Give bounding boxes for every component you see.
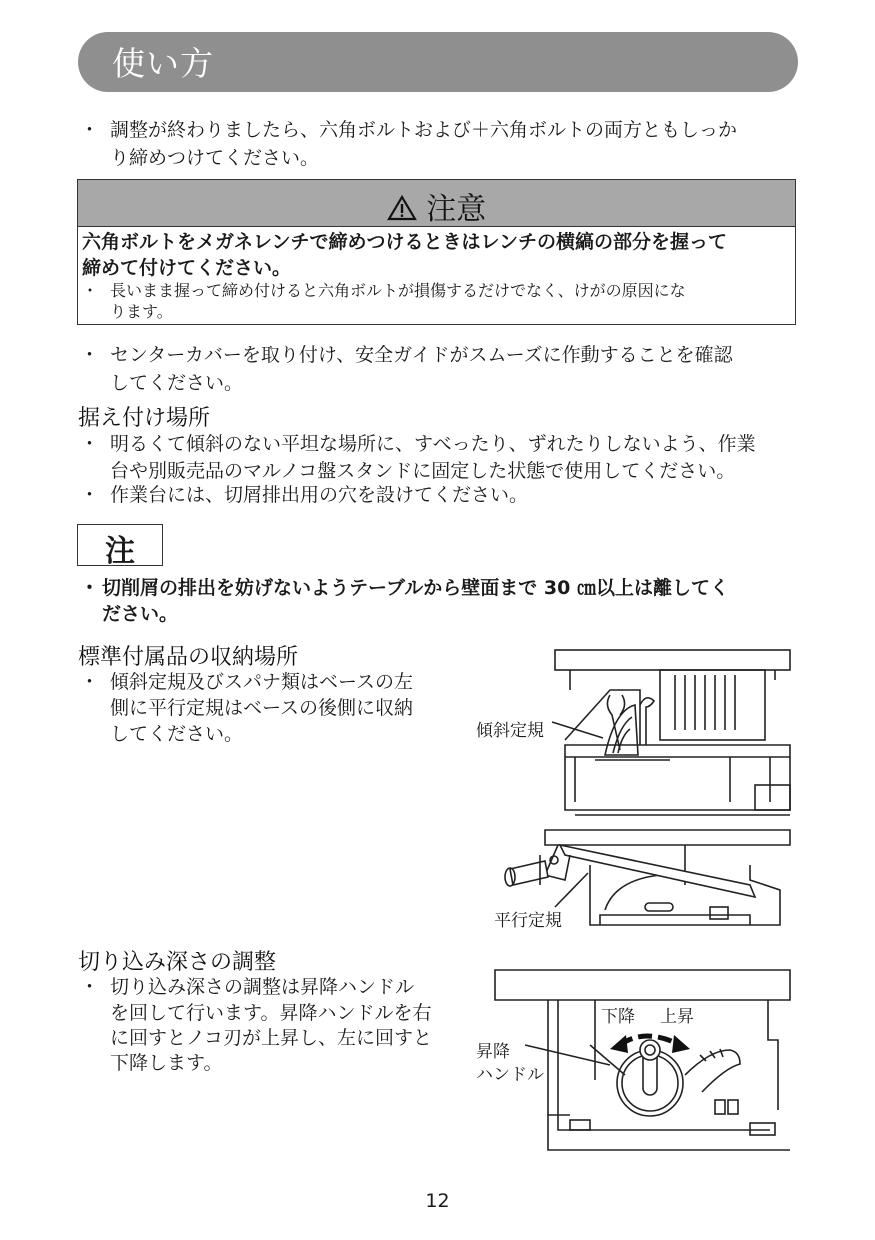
intro-bullet (80, 117, 800, 171)
caution-note-bullet: ・ (82, 281, 99, 300)
intro-line-1: 調整が終わりましたら、六角ボルトおよび＋六角ボルトの両方ともしっか (110, 119, 738, 141)
installation-title: 据え付け場所 (78, 406, 211, 431)
note-line-2: ださい。 (102, 603, 179, 625)
storage-bullet (80, 669, 480, 749)
installation-line-2: 台や別販売品のマルノコ盤スタンドに固定した状態で使用してください。 (110, 460, 736, 482)
bullet-mark: ・ (80, 484, 100, 506)
label-up: 上昇 (660, 1007, 694, 1027)
caution-note-line-1: 長いまま握って締め付けると六角ボルトが損傷するだけでなく、けがの原因にな (110, 281, 686, 300)
installation-line-1: 明るくて傾斜のない平坦な場所に、すべったり、ずれたりしないよう、作業 (110, 433, 756, 455)
label-bevel-ruler: 傾斜定規 (476, 721, 544, 741)
storage-illustration (470, 645, 800, 935)
center-cover-bullet (80, 342, 800, 396)
storage-line-2: 側に平行定規はベースの後側に収納 (110, 697, 414, 719)
installation-bullet-1 (80, 431, 800, 485)
note-label: 注 (105, 534, 135, 569)
depth-line-2: を回して行います。昇降ハンドルを右 (110, 1002, 432, 1024)
caution-note-line-2: ります。 (110, 302, 173, 321)
storage-line-1: 傾斜定規及びスパナ類はベースの左 (110, 671, 414, 693)
warning-triangle-icon (387, 195, 417, 221)
intro-line-2: り締めつけてください。 (110, 147, 320, 169)
depth-line-3: に回すとノコ刃が上昇し、左に回すと (110, 1027, 433, 1049)
depth-line-4: 下降します。 (110, 1052, 223, 1074)
page-number: 12 (425, 1190, 450, 1212)
installation-bullet-2-text: 作業台には、切屑排出用の穴を設けてください。 (110, 484, 529, 506)
storage-line-3: してください。 (110, 723, 244, 745)
installation-bullet-2 (80, 482, 800, 510)
bullet-mark: ・ (80, 119, 100, 141)
label-down: 下降 (601, 1007, 635, 1027)
caution-box (77, 179, 796, 325)
note-bullet-mark: ・ (80, 577, 100, 599)
bullet-mark: ・ (80, 976, 100, 998)
label-handle-2: ハンドル (476, 1065, 544, 1085)
bullet-mark: ・ (80, 671, 100, 693)
storage-title: 標準付属品の収納場所 (78, 645, 299, 670)
label-handle-1: 昇降 (476, 1042, 510, 1062)
bullet-mark: ・ (80, 433, 100, 455)
note-line-1: 切削屑の排出を妨げないようテーブルから壁面まで 30 ㎝以上は離してく (102, 577, 729, 599)
caution-header (78, 180, 795, 227)
depth-bullet (80, 974, 480, 1082)
note-box (77, 524, 163, 569)
depth-line-1: 切り込み深さの調整は昇降ハンドル (110, 976, 415, 998)
page-title: 使い方 (112, 44, 214, 83)
center-cover-line-2: してください。 (110, 372, 244, 394)
caution-bold-line-2: 締めて付けてください。 (82, 257, 292, 279)
bullet-mark: ・ (80, 344, 100, 366)
label-parallel-ruler: 平行定規 (494, 911, 562, 931)
depth-title: 切り込み深さの調整 (78, 950, 277, 975)
center-cover-line-1: センターカバーを取り付け、安全ガイドがスムーズに作動することを確認 (110, 344, 733, 366)
caution-bold-line-1: 六角ボルトをメガネレンチで締めつけるときはレンチの横縞の部分を握って (82, 231, 728, 253)
caution-title: 注意 (426, 192, 487, 227)
